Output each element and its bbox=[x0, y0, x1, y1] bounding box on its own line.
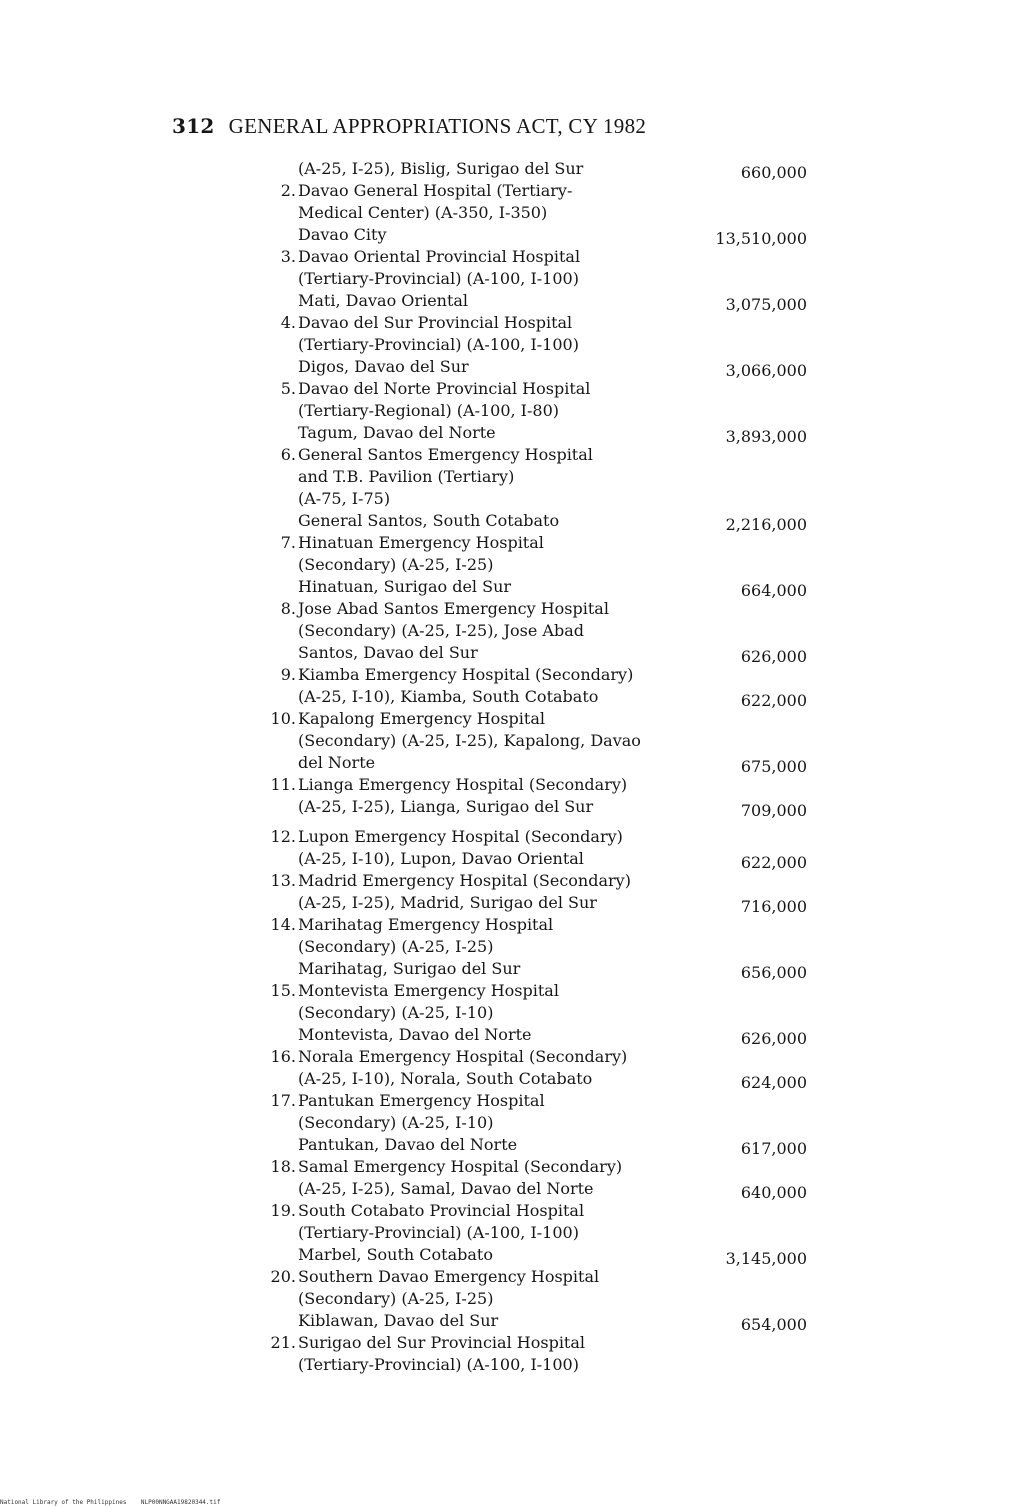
item-line bbox=[262, 158, 807, 180]
item-amount: 2,216,000 bbox=[725, 515, 807, 534]
item-line bbox=[262, 1178, 807, 1200]
list-item bbox=[262, 914, 807, 980]
list-item bbox=[262, 980, 807, 1046]
item-text: Pantukan Emergency Hospital bbox=[298, 1091, 545, 1110]
item-line bbox=[262, 686, 807, 708]
list-item bbox=[262, 1156, 807, 1200]
item-text: (A-25, I-25), Bislig, Surigao del Sur bbox=[298, 159, 584, 178]
item-text: Mati, Davao Oriental bbox=[298, 291, 469, 310]
item-line bbox=[262, 1222, 807, 1244]
item-line bbox=[262, 1310, 807, 1332]
item-line bbox=[262, 892, 807, 914]
item-line bbox=[262, 708, 807, 730]
item-text: (A-25, I-25), Madrid, Surigao del Sur bbox=[298, 893, 597, 912]
item-number: 14. bbox=[270, 915, 296, 934]
item-line bbox=[262, 1090, 807, 1112]
item-line bbox=[262, 1354, 807, 1376]
list-item bbox=[262, 1200, 807, 1266]
item-text: (A-75, I-75) bbox=[298, 489, 391, 508]
item-amount: 626,000 bbox=[740, 1029, 807, 1048]
item-text: (Secondary) (A-25, I-25) bbox=[298, 1289, 494, 1308]
footer-source: National Library of the Philippines bbox=[0, 1499, 127, 1506]
item-line bbox=[262, 268, 807, 290]
item-line bbox=[262, 1024, 807, 1046]
list-item bbox=[262, 1266, 807, 1332]
item-text: (A-25, I-10), Lupon, Davao Oriental bbox=[298, 849, 584, 868]
item-line bbox=[262, 1156, 807, 1178]
item-text: Davao del Norte Provincial Hospital bbox=[298, 379, 591, 398]
item-line bbox=[262, 620, 807, 642]
item-text: (Secondary) (A-25, I-25), Jose Abad bbox=[298, 621, 584, 640]
list-item bbox=[262, 826, 807, 870]
item-line bbox=[262, 848, 807, 870]
list-item bbox=[262, 246, 807, 312]
item-line bbox=[262, 378, 807, 400]
item-line bbox=[262, 826, 807, 848]
page-title: GENERAL APPROPRIATIONS ACT, CY 1982 bbox=[228, 114, 647, 138]
item-line bbox=[262, 466, 807, 488]
item-text: General Santos, South Cotabato bbox=[298, 511, 560, 530]
list-item bbox=[262, 1046, 807, 1090]
list-item bbox=[262, 312, 807, 378]
item-line bbox=[262, 576, 807, 598]
item-line bbox=[262, 532, 807, 554]
item-line bbox=[262, 870, 807, 892]
item-number: 17. bbox=[270, 1091, 296, 1110]
item-amount: 3,075,000 bbox=[725, 295, 807, 314]
item-text: Kiblawan, Davao del Sur bbox=[298, 1311, 499, 1330]
scan-footer bbox=[0, 1499, 220, 1506]
item-line bbox=[262, 1288, 807, 1310]
item-number: 2. bbox=[280, 181, 296, 200]
item-line bbox=[262, 334, 807, 356]
item-number: 15. bbox=[270, 981, 296, 1000]
item-text: (A-25, I-10), Kiamba, South Cotabato bbox=[298, 687, 599, 706]
item-amount: 3,145,000 bbox=[725, 1249, 807, 1268]
item-text: (Secondary) (A-25, I-25), Kapalong, Davao bbox=[298, 731, 641, 750]
list-item bbox=[262, 378, 807, 444]
item-text: (Tertiary-Provincial) (A-100, I-100) bbox=[298, 1223, 579, 1242]
item-number: 7. bbox=[280, 533, 296, 552]
item-text: Jose Abad Santos Emergency Hospital bbox=[298, 599, 609, 618]
item-text: (Tertiary-Provincial) (A-100, I-100) bbox=[298, 269, 579, 288]
item-text: del Norte bbox=[298, 753, 376, 772]
item-number: 18. bbox=[270, 1157, 296, 1176]
item-amount: 13,510,000 bbox=[715, 229, 807, 248]
list-item bbox=[262, 870, 807, 914]
item-text: Norala Emergency Hospital (Secondary) bbox=[298, 1047, 628, 1066]
footer-file: NLP00NNGAA19820344.tif bbox=[140, 1499, 221, 1506]
item-text: South Cotabato Provincial Hospital bbox=[298, 1201, 585, 1220]
item-number: 3. bbox=[280, 247, 296, 266]
item-amount: 660,000 bbox=[740, 163, 807, 182]
item-line bbox=[262, 422, 807, 444]
list-item bbox=[262, 1332, 807, 1376]
item-number: 6. bbox=[280, 445, 296, 464]
item-line bbox=[262, 1332, 807, 1354]
item-text: Davao City bbox=[298, 225, 387, 244]
item-line bbox=[262, 664, 807, 686]
item-line bbox=[262, 1134, 807, 1156]
item-text: Santos, Davao del Sur bbox=[298, 643, 478, 662]
appropriation-list bbox=[262, 158, 807, 1376]
item-line bbox=[262, 1002, 807, 1024]
item-line bbox=[262, 730, 807, 752]
item-number: 4. bbox=[280, 313, 296, 332]
item-number: 10. bbox=[270, 709, 296, 728]
item-line bbox=[262, 290, 807, 312]
item-line bbox=[262, 1068, 807, 1090]
item-amount: 3,893,000 bbox=[725, 427, 807, 446]
item-text: and T.B. Pavilion (Tertiary) bbox=[298, 467, 515, 486]
item-line bbox=[262, 180, 807, 202]
item-line bbox=[262, 796, 807, 818]
item-line bbox=[262, 1112, 807, 1134]
item-line bbox=[262, 510, 807, 532]
spacer bbox=[262, 818, 807, 826]
item-line bbox=[262, 1046, 807, 1068]
item-number: 19. bbox=[270, 1201, 296, 1220]
item-line bbox=[262, 312, 807, 334]
item-line bbox=[262, 774, 807, 796]
item-text: Montevista, Davao del Norte bbox=[298, 1025, 532, 1044]
item-text: Kapalong Emergency Hospital bbox=[298, 709, 545, 728]
item-line bbox=[262, 598, 807, 620]
item-line bbox=[262, 980, 807, 1002]
item-text: Marihatag, Surigao del Sur bbox=[298, 959, 521, 978]
list-item bbox=[262, 774, 807, 818]
item-line bbox=[262, 202, 807, 224]
item-number: 9. bbox=[280, 665, 296, 684]
item-number: 5. bbox=[280, 379, 296, 398]
item-text: Lianga Emergency Hospital (Secondary) bbox=[298, 775, 628, 794]
item-line bbox=[262, 224, 807, 246]
item-text: Hinatuan Emergency Hospital bbox=[298, 533, 544, 552]
item-amount: 716,000 bbox=[740, 897, 807, 916]
item-text: (Secondary) (A-25, I-25) bbox=[298, 555, 494, 574]
item-text: Kiamba Emergency Hospital (Secondary) bbox=[298, 665, 634, 684]
item-text: Samal Emergency Hospital (Secondary) bbox=[298, 1157, 623, 1176]
page-number: 312 bbox=[172, 114, 215, 138]
item-line bbox=[262, 400, 807, 422]
item-line bbox=[262, 752, 807, 774]
item-amount: 664,000 bbox=[740, 581, 807, 600]
item-number: 8. bbox=[280, 599, 296, 618]
item-text: (A-25, I-10), Norala, South Cotabato bbox=[298, 1069, 593, 1088]
item-line bbox=[262, 1244, 807, 1266]
item-text: (Tertiary-Regional) (A-100, I-80) bbox=[298, 401, 560, 420]
item-text: Davao del Sur Provincial Hospital bbox=[298, 313, 573, 332]
item-number: 16. bbox=[270, 1047, 296, 1066]
item-line bbox=[262, 1266, 807, 1288]
item-line bbox=[262, 488, 807, 510]
item-amount: 3,066,000 bbox=[725, 361, 807, 380]
item-line bbox=[262, 356, 807, 378]
item-number: 20. bbox=[270, 1267, 296, 1286]
item-line bbox=[262, 246, 807, 268]
item-text: Marihatag Emergency Hospital bbox=[298, 915, 554, 934]
item-text: (A-25, I-25), Lianga, Surigao del Sur bbox=[298, 797, 594, 816]
item-line bbox=[262, 1200, 807, 1222]
item-text: Marbel, South Cotabato bbox=[298, 1245, 493, 1264]
item-text: Surigao del Sur Provincial Hospital bbox=[298, 1333, 586, 1352]
item-amount: 617,000 bbox=[740, 1139, 807, 1158]
item-amount: 624,000 bbox=[740, 1073, 807, 1092]
item-text: General Santos Emergency Hospital bbox=[298, 445, 593, 464]
item-text: (A-25, I-25), Samal, Davao del Norte bbox=[298, 1179, 594, 1198]
item-text: Tagum, Davao del Norte bbox=[298, 423, 496, 442]
item-amount: 626,000 bbox=[740, 647, 807, 666]
list-item bbox=[262, 1090, 807, 1156]
item-text: (Tertiary-Provincial) (A-100, I-100) bbox=[298, 335, 579, 354]
item-line bbox=[262, 958, 807, 980]
item-text: Davao General Hospital (Tertiary- bbox=[298, 181, 573, 200]
item-amount: 709,000 bbox=[740, 801, 807, 820]
item-amount: 622,000 bbox=[740, 691, 807, 710]
list-item bbox=[262, 180, 807, 246]
item-text: Montevista Emergency Hospital bbox=[298, 981, 559, 1000]
list-item bbox=[262, 444, 807, 532]
item-text: Pantukan, Davao del Norte bbox=[298, 1135, 518, 1154]
item-line bbox=[262, 936, 807, 958]
item-number: 12. bbox=[270, 827, 296, 846]
list-item bbox=[262, 708, 807, 774]
item-text: (Secondary) (A-25, I-25) bbox=[298, 937, 494, 956]
item-line bbox=[262, 444, 807, 466]
item-text: (Secondary) (A-25, I-10) bbox=[298, 1113, 494, 1132]
item-number: 21. bbox=[270, 1333, 296, 1352]
item-text: (Secondary) (A-25, I-10) bbox=[298, 1003, 494, 1022]
item-amount: 654,000 bbox=[740, 1315, 807, 1334]
item-amount: 675,000 bbox=[740, 757, 807, 776]
item-text: Hinatuan, Surigao del Sur bbox=[298, 577, 512, 596]
item-text: Davao Oriental Provincial Hospital bbox=[298, 247, 581, 266]
item-amount: 656,000 bbox=[740, 963, 807, 982]
item-text: Lupon Emergency Hospital (Secondary) bbox=[298, 827, 623, 846]
item-text: Madrid Emergency Hospital (Secondary) bbox=[298, 871, 631, 890]
item-line bbox=[262, 554, 807, 576]
item-number: 13. bbox=[270, 871, 296, 890]
item-amount: 640,000 bbox=[740, 1183, 807, 1202]
item-text: Medical Center) (A-350, I-350) bbox=[298, 203, 548, 222]
item-amount: 622,000 bbox=[740, 853, 807, 872]
list-item bbox=[262, 598, 807, 664]
item-text: Southern Davao Emergency Hospital bbox=[298, 1267, 600, 1286]
list-item bbox=[262, 664, 807, 708]
list-item bbox=[262, 158, 807, 180]
item-line bbox=[262, 642, 807, 664]
page-header bbox=[172, 114, 646, 139]
item-text: Digos, Davao del Sur bbox=[298, 357, 469, 376]
item-text: (Tertiary-Provincial) (A-100, I-100) bbox=[298, 1355, 579, 1374]
list-item bbox=[262, 532, 807, 598]
item-line bbox=[262, 914, 807, 936]
item-number: 11. bbox=[270, 775, 296, 794]
